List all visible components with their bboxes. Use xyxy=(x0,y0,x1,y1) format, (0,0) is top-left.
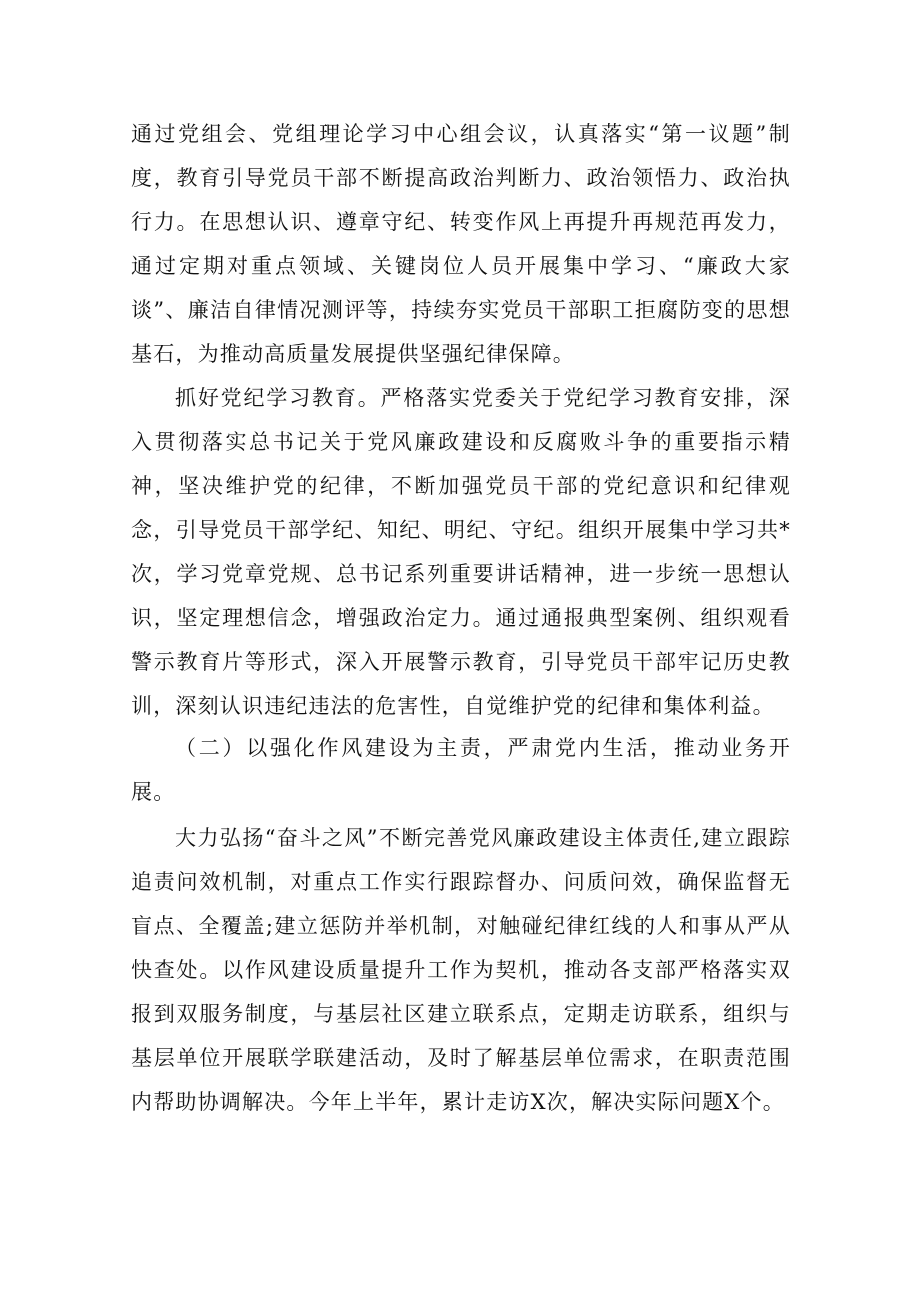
section-heading-work-style: （二）以强化作风建设为主责，严肃党内生活，推动业务开展。 xyxy=(131,736,791,804)
paragraph-discipline-education: 通过党组会、党组理论学习中心组会议，认真落实“第一议题”制度，教育引导党员干部不断提高政治判断力、政治领悟力、政治执行力。在思想认识、遵章守纪、转变作风上再提升再规范再发力，通过定期对重点领域、关键岗位人员开展集中学习、“廉政大家谈”、廉洁自律情况测评等，持续夯实党员干部职工拒腐防变的思想基石，为推动高质量发展提供坚强纪律保障。 xyxy=(131,122,791,366)
paragraph-work-style-building: 大力弘扬“奋斗之风”不断完善党风廉政建设主体责任,建立跟踪追责问效机制，对重点工作实行跟踪督办、问质问效，确保监督无盲点、全覆盖;建立惩防并举机制，对触碰纪律红线的人和事从严从快查处。以作风建设质量提升工作为契机，推动各支部严格落实双报到双服务制度，与基层社区建立联系点，定期走访联系，组织与基层单位开展联学联建活动，及时了解基层单位需求，在职责范围内帮助协调解决。今年上半年，累计走访X次，解决实际问题X个。 xyxy=(131,826,791,1114)
paragraph-party-discipline-study: 抓好党纪学习教育。严格落实党委关于党纪学习教育安排，深入贯彻落实总书记关于党风廉政建设和反腐败斗争的重要指示精神，坚决维护党的纪律，不断加强党员干部的党纪意识和纪律观念，引导党员干部学纪、知纪、明纪、守纪。组织开展集中学习共*次，学习党章党规、总书记系列重要讲话精神，进一步统一思想认识，坚定理想信念，增强政治定力。通过通报典型案例、组织观看警示教育片等形式，深入开展警示教育，引导党员干部牢记历史教训，深刻认识违纪违法的危害性，自觉维护党的纪律和集体利益。 xyxy=(131,386,791,718)
